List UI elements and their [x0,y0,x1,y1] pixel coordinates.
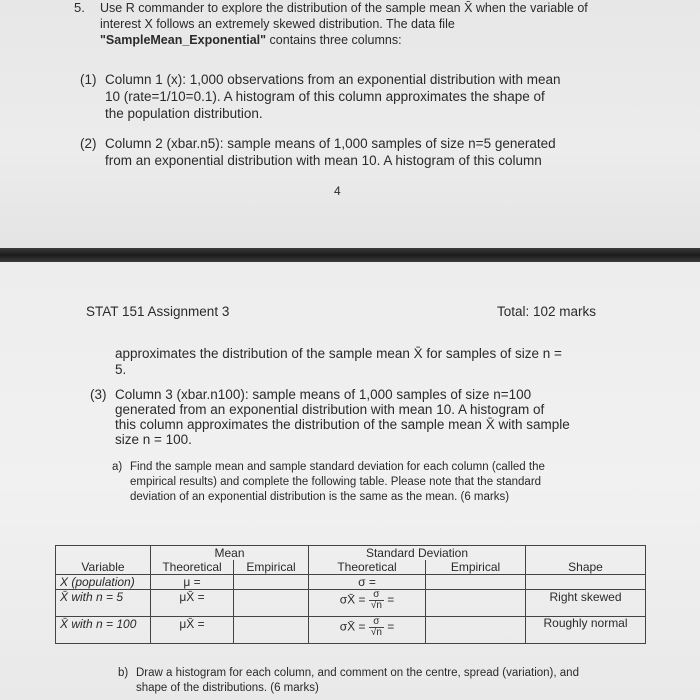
row-sd-theoretical: σX̄ = $\frac{\sigma}{√n}$ = [309,590,426,617]
question-5-text: Use R commander to explore the distribution of the sample mean X̄ when the variable of interest X follows an extremely skewed distribution. The data file "SampleMean_Exponential" contains three columns: [100,1,588,47]
row-shape[interactable] [526,575,646,590]
row-sd-empirical[interactable] [426,575,526,590]
previous-page [0,0,700,248]
sd-header: Standard Deviation [309,546,526,561]
row-mean-theoretical: μX̄ = [151,590,234,617]
total-marks: Total: 102 marks [497,304,597,319]
table-header-row-2 [56,560,646,575]
data-filename: "SampleMean_Exponential" [100,33,267,47]
results-table [55,545,646,644]
row-mean-theoretical: μ = [151,575,234,590]
mean-header: Mean [151,546,309,561]
sigma-over-root-n: $\frac{\sigma}{√n}$ [370,589,382,611]
row-sd-theoretical: σX̄ = $\frac{\sigma}{√n}$ = [309,617,426,644]
row-variable: X (population) [56,575,151,590]
mean-empirical-header: Empirical [234,560,309,575]
row-mean-empirical[interactable] [234,590,309,617]
table-header-row-1 [56,546,646,561]
row-mean-empirical[interactable] [234,617,309,644]
row-mean-empirical[interactable] [234,575,309,590]
sd-empirical-header: Empirical [426,560,526,575]
column-1-description: (1) Column 1 (x): 1,000 observations from an exponential distribution with mean 10 (rate=1/10=0.1). A histogram of this column approximates the shape of the population distribution. [80,72,561,121]
table-row [56,617,646,644]
page-gap [0,248,700,262]
row-sd-theoretical: σ = [309,575,426,590]
assignment-title: STAT 151 Assignment 3 [86,304,230,319]
shape-column-header: Shape [526,560,646,575]
column-2-description: (2) Column 2 (xbar.n5): sample means of 1,000 samples of size n=5 generated from an exponential distribution with mean 10. A histogram of this column [80,136,556,168]
assignment-page [0,262,700,700]
row-shape[interactable]: Roughly normal [526,617,646,644]
table-row [56,575,646,590]
variable-column-header: Variable [56,560,151,575]
part-a: a) Find the sample mean and sample standard deviation for each column (called the empirical results) and complete the following table. Please note that the standard deviation of an exponential distribution is the same as the mean. (6 marks) [112,461,545,503]
row-shape[interactable]: Right skewed [526,590,646,617]
part-b: b) Draw a histogram for each column, and comment on the centre, spread (variation), and shape of the distributions. (6 marks) [118,667,579,694]
row-variable: X̄ with n = 100 [56,617,151,644]
sd-theoretical-header: Theoretical [309,560,426,575]
page-number: 4 [334,184,341,198]
row-variable: X̄ with n = 5 [56,590,151,617]
xbar-symbol: X̄ [464,1,473,15]
column-2-continuation: approximates the distribution of the sample mean X̄ for samples of size n = 5. [115,346,562,377]
question-5-number: 5. [74,0,85,15]
row-sd-empirical[interactable] [426,590,526,617]
table-row [56,590,646,617]
mean-theoretical-header: Theoretical [151,560,234,575]
row-sd-empirical[interactable] [426,617,526,644]
column-3-description: (3) Column 3 (xbar.n100): sample means of 1,000 samples of size n=100 generated from an exponential distribution with mean 10. A histogram of this column approximates the distribution of the sample mean X̄ with sample size n = 100. [90,387,570,447]
row-mean-theoretical: μX̄ = [151,617,234,644]
sigma-over-root-n: $\frac{\sigma}{√n}$ [370,616,382,638]
